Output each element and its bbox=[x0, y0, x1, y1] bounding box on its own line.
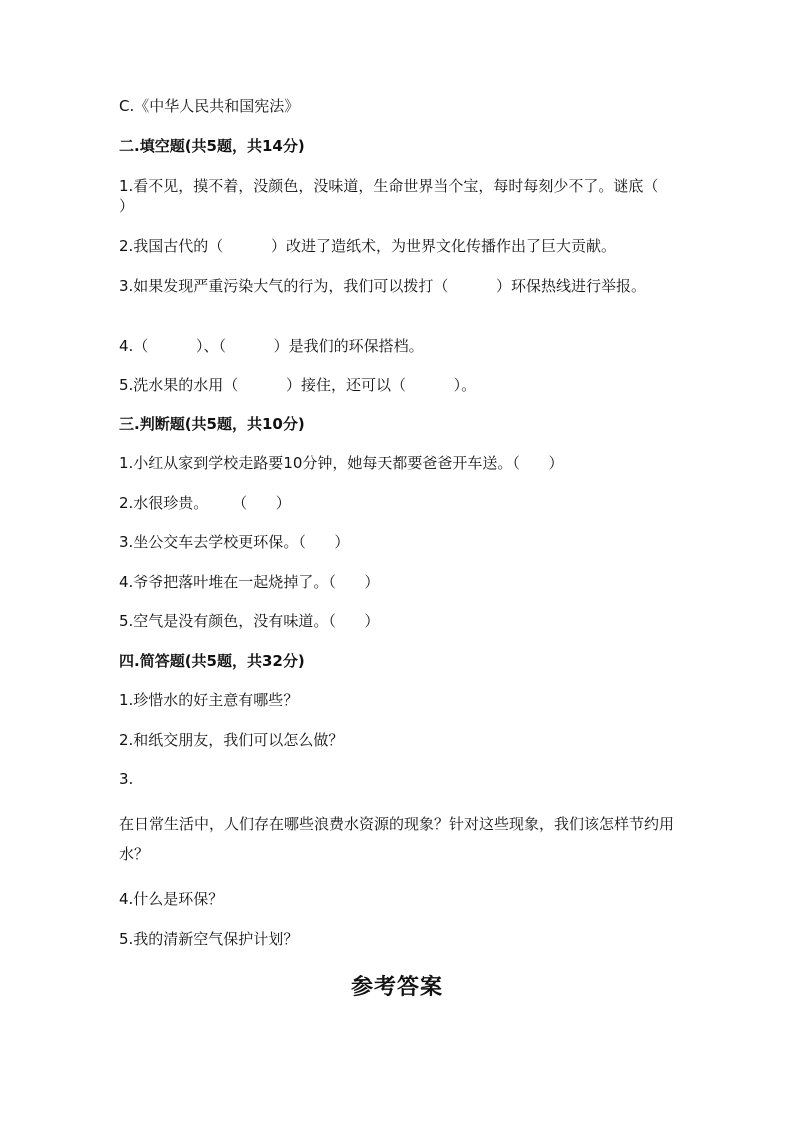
section-2-question-4: 4.（ ）、（ ）是我们的环保搭档。 bbox=[119, 337, 424, 355]
section-2-question-5: 5.洗水果的水用（ ）接住，还可以（ ）。 bbox=[119, 376, 477, 394]
option-c: C.《中华人民共和国宪法》 bbox=[119, 97, 300, 115]
section-4-heading: 四.简答题(共5题，共32分) bbox=[119, 652, 305, 670]
section-4-question-2: 2.和纸交朋友，我们可以怎么做？ bbox=[119, 731, 344, 749]
section-2-question-3: 3.如果发现严重污染大气的行为，我们可以拨打（ ）环保热线进行举报。 bbox=[119, 277, 646, 295]
section-3-question-1: 1.小红从家到学校走路要10分钟，她每天都要爸爸开车送。（ ） bbox=[119, 454, 564, 472]
section-2-heading: 二.填空题(共5题，共14分) bbox=[119, 137, 305, 155]
section-3-question-3: 3.坐公交车去学校更环保。（ ） bbox=[119, 533, 350, 551]
section-4-question-4: 4.什么是环保？ bbox=[119, 890, 224, 908]
section-4-question-1: 1.珍惜水的好主意有哪些？ bbox=[119, 691, 299, 709]
section-3-heading: 三.判断题(共5题，共10分) bbox=[119, 415, 305, 433]
section-3-question-2: 2.水很珍贵。 （ ） bbox=[119, 494, 291, 512]
section-4-question-3-number: 3. bbox=[119, 770, 134, 788]
section-2-question-2: 2.我国古代的（ ）改进了造纸术，为世界文化传播作出了巨大贡献。 bbox=[119, 237, 616, 255]
section-3-question-5: 5.空气是没有颜色，没有味道。（ ） bbox=[119, 612, 380, 630]
section-4-question-3-text: 在日常生活中，人们存在哪些浪费水资源的现象？针对这些现象，我们该怎样节约用水？ bbox=[119, 815, 675, 863]
answers-title: 参考答案 bbox=[350, 974, 443, 1000]
section-2-question-1: 1.看不见，摸不着，没颜色，没味道，生命世界当个宝，每时每刻少不了。谜底（ ） bbox=[119, 177, 707, 215]
section-3-question-4: 4.爷爷把落叶堆在一起烧掉了。（ ） bbox=[119, 573, 380, 591]
section-4-question-5: 5.我的清新空气保护计划？ bbox=[119, 930, 299, 948]
